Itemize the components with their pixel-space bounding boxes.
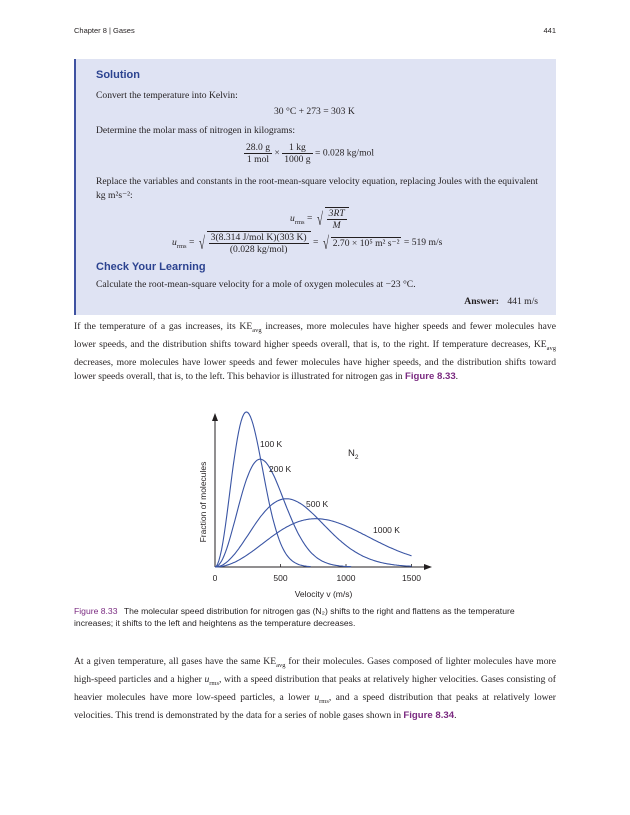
figure-caption <box>74 606 556 629</box>
chart-title: $N_2$ <box>348 448 359 461</box>
p1-sub-b: avg <box>546 345 556 353</box>
speed-distribution-figure <box>190 405 440 605</box>
speed-distribution-chart <box>190 405 440 605</box>
sqrt-icon: √ <box>316 209 323 229</box>
p1-text-c: decreases, more molecules have lower speeds and fewer molecules have higher speeds, and the distribution shifts toward lower speeds overall, that is, to the left. This behavior is illustrated for nitrogen gas in <box>74 357 556 383</box>
sqrt-icon: √ <box>198 233 205 253</box>
y-axis-arrow-icon <box>212 413 218 421</box>
answer-label: Answer: <box>464 296 499 307</box>
eq2-result: = 0.028 kg/mol <box>315 147 374 159</box>
solution-box <box>74 59 556 315</box>
x-tick-label: 1500 <box>402 573 421 583</box>
curve-200-k <box>215 459 351 567</box>
p1-end: . <box>455 371 459 383</box>
solution-step-3: Replace the variables and constants in the root-mean-square velocity equation, replacing Joules with the equivalent kg m²s⁻²: <box>96 176 538 201</box>
p2-u2: u <box>314 692 320 704</box>
sqrt-icon: √ <box>322 233 329 253</box>
eq3-den: M <box>332 220 341 231</box>
solution-step-2: Determine the molar mass of nitrogen in kilograms: <box>96 125 296 136</box>
eq4-equals: = <box>188 237 195 249</box>
p2-u1: u <box>204 674 210 686</box>
eq3-lhs: u <box>290 213 295 225</box>
eq4-den: (0.028 kg/mol) <box>229 244 288 255</box>
p1-sub-a: avg <box>252 326 262 334</box>
equation-molar-mass <box>244 142 374 165</box>
page-number: 441 <box>543 26 556 35</box>
x-tick-label: 500 <box>273 573 288 583</box>
p2-u2-sub: rms <box>319 698 329 706</box>
caption-text: The molecular speed distribution for nitrogen gas (N₂) shifts to the right and flattens as the temperature increases; it shifts to the left and heightens as the temperature decreases. <box>74 606 515 628</box>
running-header-chapter: Chapter 8 | Gases <box>74 26 135 35</box>
equation-kelvin: 30 °C + 273 = 303 K <box>274 106 355 117</box>
eq2-num1: 28.0 g <box>246 142 270 153</box>
eq2-times: × <box>274 147 280 159</box>
x-axis-label: Velocity v (m/s) <box>294 589 353 599</box>
eq4-result: = 519 m/s <box>403 237 443 249</box>
eq4-lhs: u <box>172 237 177 249</box>
p2-text-d: , and a speed distribution that peaks at relatively lower velocities. This trend is demonstrated by the data for a series of noble gases shown in <box>74 692 557 722</box>
series-label: 200 K <box>269 464 292 474</box>
answer-value: 441 m/s <box>507 296 538 307</box>
x-axis-arrow-icon <box>424 564 432 570</box>
figure-8-34-link[interactable]: Figure 8.34 <box>403 710 455 722</box>
equation-urms-values: $u_{rms}$ = √ $\frac{\text{3(8.314 J/mol K)(303 K)}}{\text{(0.028 kg/mol)}}$ = √ 2.70 × 10⁵ m² s⁻² = 519 m/s <box>172 232 443 255</box>
answer-line <box>464 296 538 307</box>
series-label: 500 K <box>306 499 329 509</box>
p2-text-b: for their molecules. Gases composed of lighter molecules have more high-speed particles and a higher <box>74 656 557 686</box>
paragraph-temperature-effect <box>74 320 556 385</box>
p2-text-a: At a given temperature, all gases have the same KE <box>74 656 277 667</box>
p2-sub-a: avg <box>276 661 286 669</box>
check-learning-title: Check Your Learning <box>96 261 206 273</box>
figure-8-33-link[interactable]: Figure 8.33 <box>405 371 456 383</box>
p2-text-c: , with a speed distribution that peaks at relatively higher velocities. Gases consisting of heavier molecules have more low-speed particles, a lower <box>74 674 557 704</box>
y-axis-label: Fraction of molecules <box>198 461 208 543</box>
solution-title: Solution <box>96 69 140 81</box>
p1-text-b: increases, more molecules have higher speeds and fewer molecules have lower speeds, and the distribution shifts toward higher speeds overall, that is, to the right. If temperature decreases, KE <box>74 321 556 351</box>
eq2-num2: 1 kg <box>282 142 312 154</box>
eq2-den1: 1 mol <box>246 154 270 165</box>
eq4-mid: 2.70 × 10⁵ m² s⁻² <box>332 238 400 249</box>
x-tick-label: 1000 <box>336 573 356 583</box>
series-label: 100 K <box>260 439 283 449</box>
p2-end: . <box>454 710 457 722</box>
eq2-den2: 1000 g <box>284 154 311 165</box>
paragraph-noble-gases <box>74 655 556 724</box>
eq3-lhs-sub: rms <box>294 219 305 227</box>
eq3-equals: = <box>306 213 313 225</box>
series-label: 1000 K <box>373 525 400 535</box>
chart-title-subscript: 2 <box>354 454 359 461</box>
equation-urms-formula <box>290 207 349 231</box>
caption-label: Figure 8.33 <box>74 606 118 616</box>
p2-u1-sub: rms <box>209 680 219 688</box>
solution-step-1: Convert the temperature into Kelvin: <box>96 90 238 101</box>
eq3-num: 3RT <box>328 208 345 219</box>
x-tick-label: 0 <box>212 573 218 583</box>
eq4-num: 3(8.314 J/mol K)(303 K) <box>210 232 307 243</box>
eq4-lhs-sub: rms <box>176 243 187 251</box>
p1-text-a: If the temperature of a gas increases, its KE <box>74 321 253 332</box>
check-learning-question: Calculate the root-mean-square velocity for a mole of oxygen molecules at −23 °C. <box>96 279 416 290</box>
